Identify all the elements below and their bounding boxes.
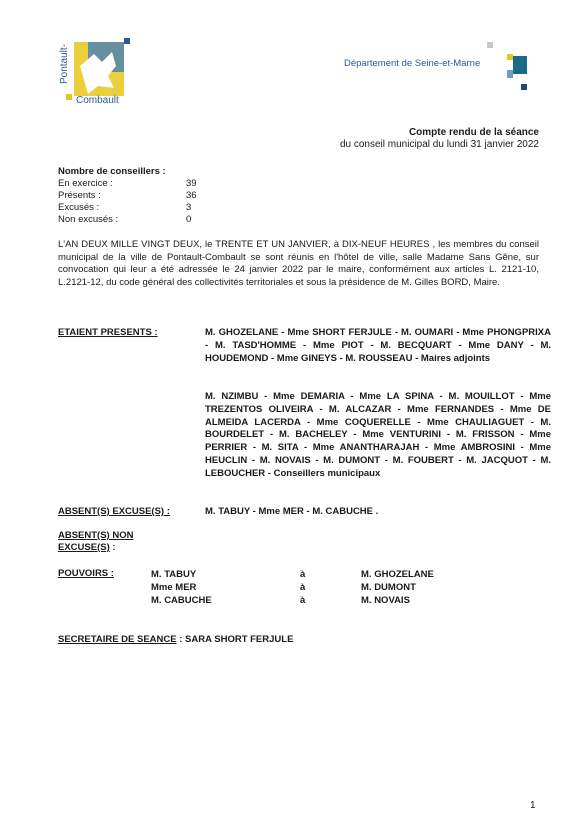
intro-paragraph: L'AN DEUX MILLE VINGT DEUX, le TRENTE ET UN JANVIER, à DIX-NEUF HEURES , les membres du conseil municipal de la ville de Pontault-Combault se sont réunis en l'hôtel de ville, salle Madame Sans Gêne, sur convocation qui leur a été adressée le 24 janvier 2022 par le maire, conformément aux articles L. 2121-10, L.2121-12, du code général des collectivités territoriales et sous la présidence de M. Gilles BORD, Maire. [58,239,539,289]
pouvoir-from: M. TABUY [151,569,197,580]
count-label: Non excusés : [58,214,119,225]
count-value: 39 [186,178,197,189]
pouvoir-a: à [300,569,306,580]
logo-combault-text: Combault [76,95,119,106]
department-name: Département de Seine-et-Marne [344,58,481,69]
absents-non-excuses-line1: ABSENT(S) NON [58,530,134,541]
logo-pontault-text: Pontault- [59,44,70,85]
pouvoir-to: M. DUMONT [361,582,416,593]
pouvoir-a: à [300,582,306,593]
secretaire-value: : SARA SHORT FERJULE [176,634,294,645]
presents-conseillers: M. NZIMBU - Mme DEMARIA - Mme LA SPINA - M. MOUILLOT - Mme TREZENTOS OLIVEIRA - M. ALCAZAR - Mme FERNANDES - Mme DE ALMEIDA LACERDA - Mme COQUERELLE - Mme CHAULIAGUET - M. BOURDELET - M. BACHELEY - Mme VENTURINI - M. FRISSON - Mme PERRIER - M. SITA - Mme ANANTHARAJAH - Mme AMBROSINI - Mme HEUCLIN - M. NOVAIS - M. DUMONT - M. FOUBERT - M. JACQUOT - M. LEBOUCHER - Conseillers municipaux [205,391,551,479]
count-value: 36 [186,190,197,201]
secretaire-line [58,634,293,645]
pouvoir-from: M. CABUCHE [151,595,212,606]
counts-block [58,166,197,226]
document-subtitle: du conseil municipal du lundi 31 janvier 2022 [339,139,539,150]
counts-heading: Nombre de conseillers : [58,166,166,177]
document-title: Compte rendu de la séance [408,127,539,138]
count-value: 0 [186,214,192,225]
count-label: Présents : [58,190,101,201]
count-row [58,190,197,202]
count-row [58,178,197,190]
pouvoir-from: Mme MER [151,582,197,593]
count-label: En exercice : [58,178,113,189]
pouvoirs-to-column [361,568,434,607]
count-value: 3 [186,202,192,213]
pouvoir-to: M. GHOZELANE [361,569,434,580]
page-number: 1 [530,800,536,811]
pouvoir-to: M. NOVAIS [361,595,410,606]
absents-non-excuses-label [58,530,133,554]
absents-non-excuses-line2: EXCUSE(S) [58,542,110,553]
pouvoirs-from-column [151,568,212,607]
department-logo [487,38,533,94]
pouvoirs-label: POUVOIRS : [58,568,114,579]
absents-excuses-label: ABSENT(S) EXCUSE(S) : [58,506,170,517]
pouvoirs-a-column [300,568,305,607]
absents-non-excuses-suffix: : [109,542,116,553]
presents-label: ETAIENT PRESENTS : [58,327,158,338]
presents-adjoints: M. GHOZELANE - Mme SHORT FERJULE - M. OUMARI - Mme PHONGPRIXA - M. TASD'HOMME - Mme PIOT - M. BECQUART - Mme DANY - M. HOUDEMOND - Mme GINEYS - M. ROUSSEAU - Maires adjoints [205,327,551,364]
secretaire-label: SECRETAIRE DE SEANCE [58,634,177,645]
absents-excuses-value: M. TABUY - Mme MER - M. CABUCHE . [205,506,379,517]
pouvoir-a: à [300,595,306,606]
count-row [58,202,197,214]
count-label: Excusés : [58,202,100,213]
count-row [58,214,197,226]
